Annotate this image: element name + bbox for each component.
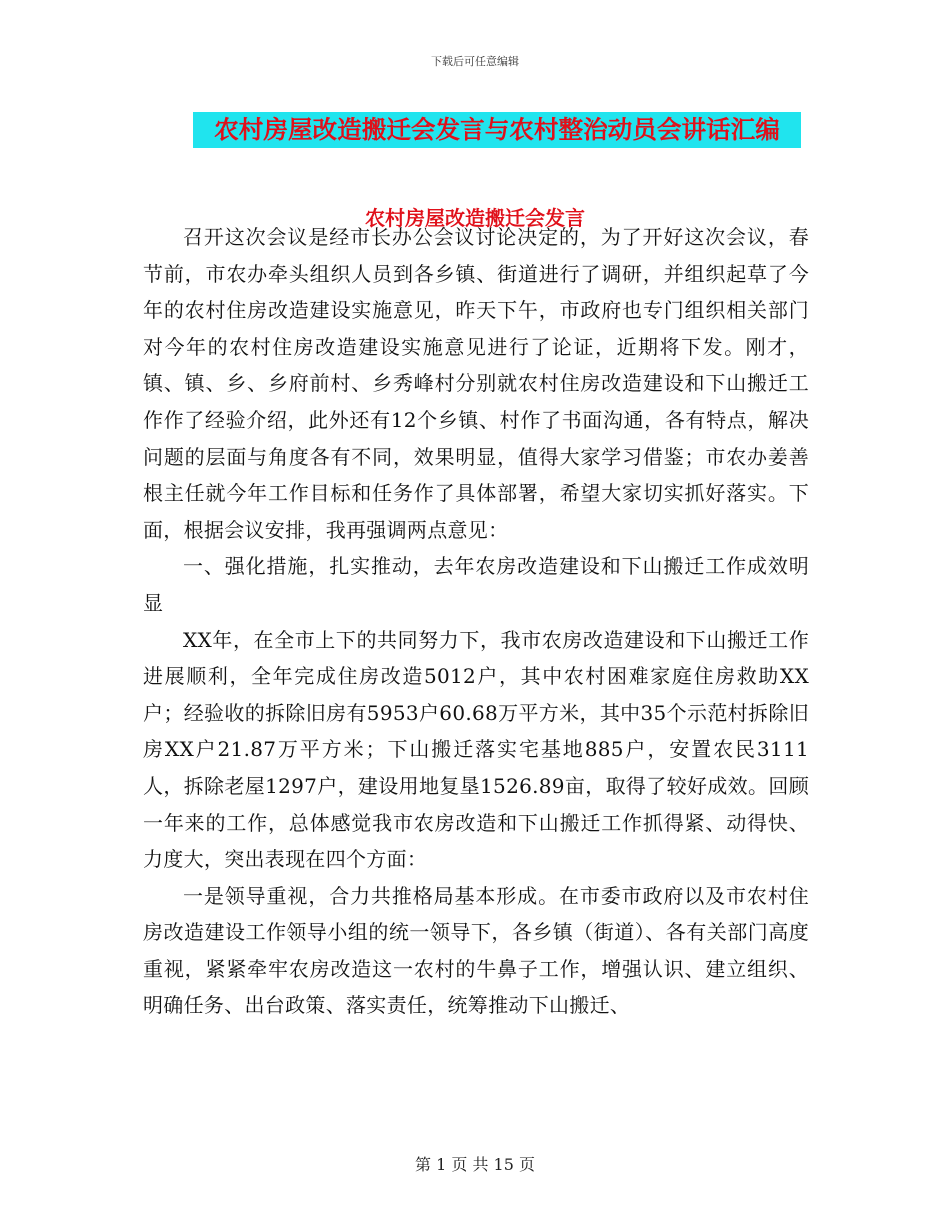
paragraph: 召开这次会议是经市长办公会议讨论决定的，为了开好这次会议，春节前，市农办牵头组织人员到各乡镇、街道进行了调研，并组织起草了今年的农村住房改造建设实施意见，昨天下午，市政府也专门组织相关部门对今年的农村住房改造建设实施意见进行了论证，近期将下发。刚才，镇、镇、乡、乡府前村、乡秀峰村分别就农村住房改造建设和下山搬迁工作作了经验介绍，此外还有12个乡镇、村作了书面沟通，各有特点，解决问题的层面与角度各有不同，效果明显，值得大家学习借鉴；市农办姜善根主任就今年工作目标和任务作了具体部署，希望大家切实抓好落实。下面，根据会议安排，我再强调两点意见： <box>143 225 809 542</box>
header-note: 下载后可任意编辑 <box>431 55 519 68</box>
paragraph: 一是领导重视，合力共推格局基本形成。在市委市政府以及市农村住房改造建设工作领导小组的统一领导下，各乡镇（街道）、各有关部门高度重视，紧紧牵牢农房改造这一农村的牛鼻子工作，增强认识、建立组织、明确任务、出台政策、落实责任，统筹推动下山搬迁、 <box>143 883 809 1018</box>
document-title: 农村房屋改造搬迁会发言与农村整治动员会讲话汇编 <box>193 112 801 148</box>
document-body <box>143 219 809 1024</box>
paragraph: XX年，在全市上下的共同努力下，我市农房改造建设和下山搬迁工作进展顺利，全年完成住房改造5012户，其中农村困难家庭住房救助XX户；经验收的拆除旧房有5953户60.68万平方米，其中35个示范村拆除旧房XX户21.87万平方米；下山搬迁落实宅基地885户，安置农民3111人，拆除老屋1297户，建设用地复垦1526.89亩，取得了较好成效。回顾一年来的工作，总体感觉我市农房改造和下山搬迁工作抓得紧、动得快、力度大，突出表现在四个方面： <box>143 627 809 872</box>
page-footer: 第 1 页 共 15 页 <box>415 1155 535 1174</box>
section-title: 农村房屋改造搬迁会发言 <box>365 206 585 230</box>
paragraph: 一、强化措施，扎实推动，去年农房改造建设和下山搬迁工作成效明显 <box>143 554 809 615</box>
